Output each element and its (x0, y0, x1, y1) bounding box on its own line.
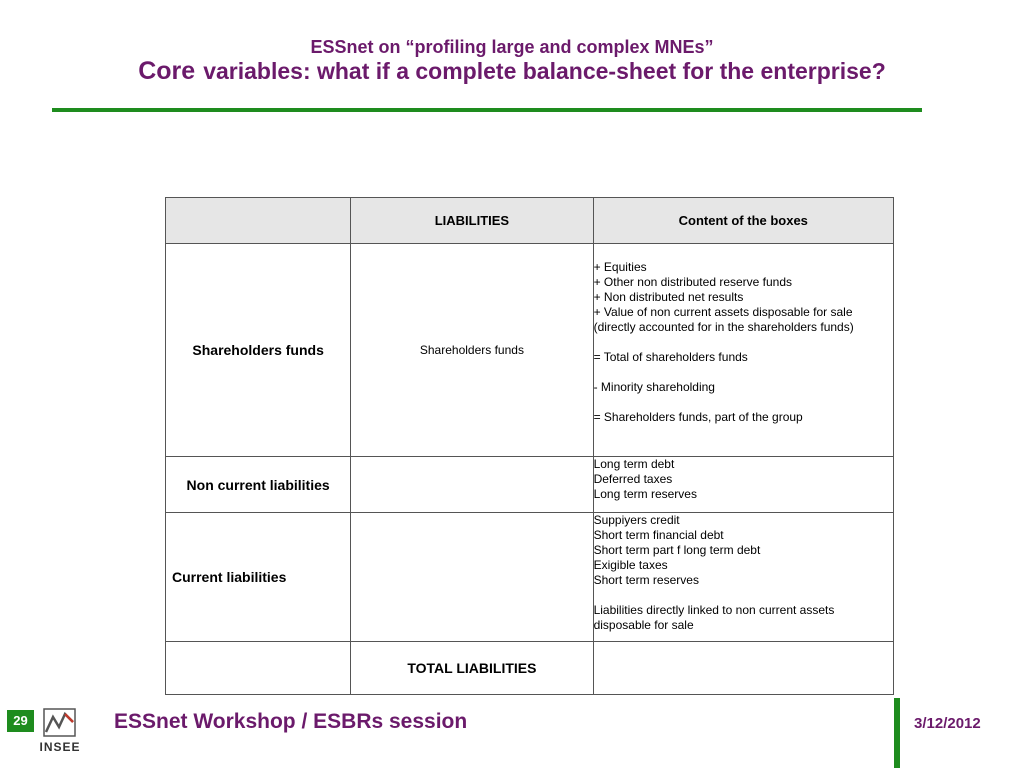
content-spacer (594, 395, 893, 410)
row-content (593, 513, 893, 642)
content-line: disposable for sale (593, 618, 694, 632)
row-label (166, 642, 351, 695)
total-liabilities-cell: TOTAL LIABILITIES (351, 642, 593, 695)
content-line: + Non distributed net results (593, 290, 744, 304)
insee-logo (36, 706, 84, 756)
slide-title (0, 57, 1024, 86)
content-line: + Other non distributed reserve funds (593, 275, 793, 289)
content-line: = Shareholders funds, part of the group (593, 410, 803, 424)
header-cell-liabilities: LIABILITIES (351, 198, 593, 244)
row-liability (351, 513, 593, 642)
slide-subtitle: ESSnet on “profiling large and complex MNEs” (310, 37, 714, 57)
row-content (593, 244, 893, 457)
header-cell-content: Content of the boxes (593, 198, 893, 244)
content-line: - Minority shareholding (593, 380, 715, 394)
content-line: + Value of non current assets disposable for sale (593, 305, 853, 319)
content-spacer (594, 588, 893, 603)
content-line: (directly accounted for in the shareholders funds) (593, 320, 854, 334)
table-row (166, 244, 894, 457)
content-line: Deferred taxes (593, 472, 673, 486)
content-line: Short term reserves (593, 573, 699, 587)
content-line: Long term reserves (593, 487, 697, 501)
table-row (166, 642, 894, 695)
footer-date: 3/12/2012 (914, 715, 981, 732)
row-liability: Shareholders funds (351, 244, 593, 457)
row-liability (351, 457, 593, 513)
content-line: + Equities (593, 260, 647, 274)
table-header-row (166, 198, 894, 244)
row-content (593, 457, 893, 513)
footer-divider (894, 698, 900, 768)
content-line: Short term financial debt (593, 528, 724, 542)
slide-title-rest: variables: what if a complete balance-sheet for the enterprise? (203, 58, 886, 84)
row-content (593, 642, 893, 695)
row-label: Non current liabilities (166, 457, 351, 513)
content-line: Suppiyers credit (593, 513, 680, 527)
content-line: = Total of shareholders funds (593, 350, 748, 364)
content-line: Short term part f long term debt (593, 543, 761, 557)
row-label: Current liabilities (166, 513, 351, 642)
footer-title: ESSnet Workshop / ESBRs session (114, 710, 468, 733)
content-spacer (594, 335, 893, 350)
title-underline (52, 108, 922, 112)
content-line: Exigible taxes (593, 558, 668, 572)
slide-title-lead: Core (138, 57, 196, 85)
insee-logo-mark (42, 706, 78, 738)
header-cell-empty (166, 198, 351, 244)
liabilities-table (165, 197, 894, 695)
content-line: Liabilities directly linked to non current assets (593, 603, 835, 617)
row-label: Shareholders funds (166, 244, 351, 457)
content-spacer (594, 365, 893, 380)
insee-logo-text: INSEE (39, 740, 81, 754)
table-row (166, 513, 894, 642)
table-row (166, 457, 894, 513)
content-line: Long term debt (593, 457, 675, 471)
slide-number: 29 (7, 710, 34, 732)
